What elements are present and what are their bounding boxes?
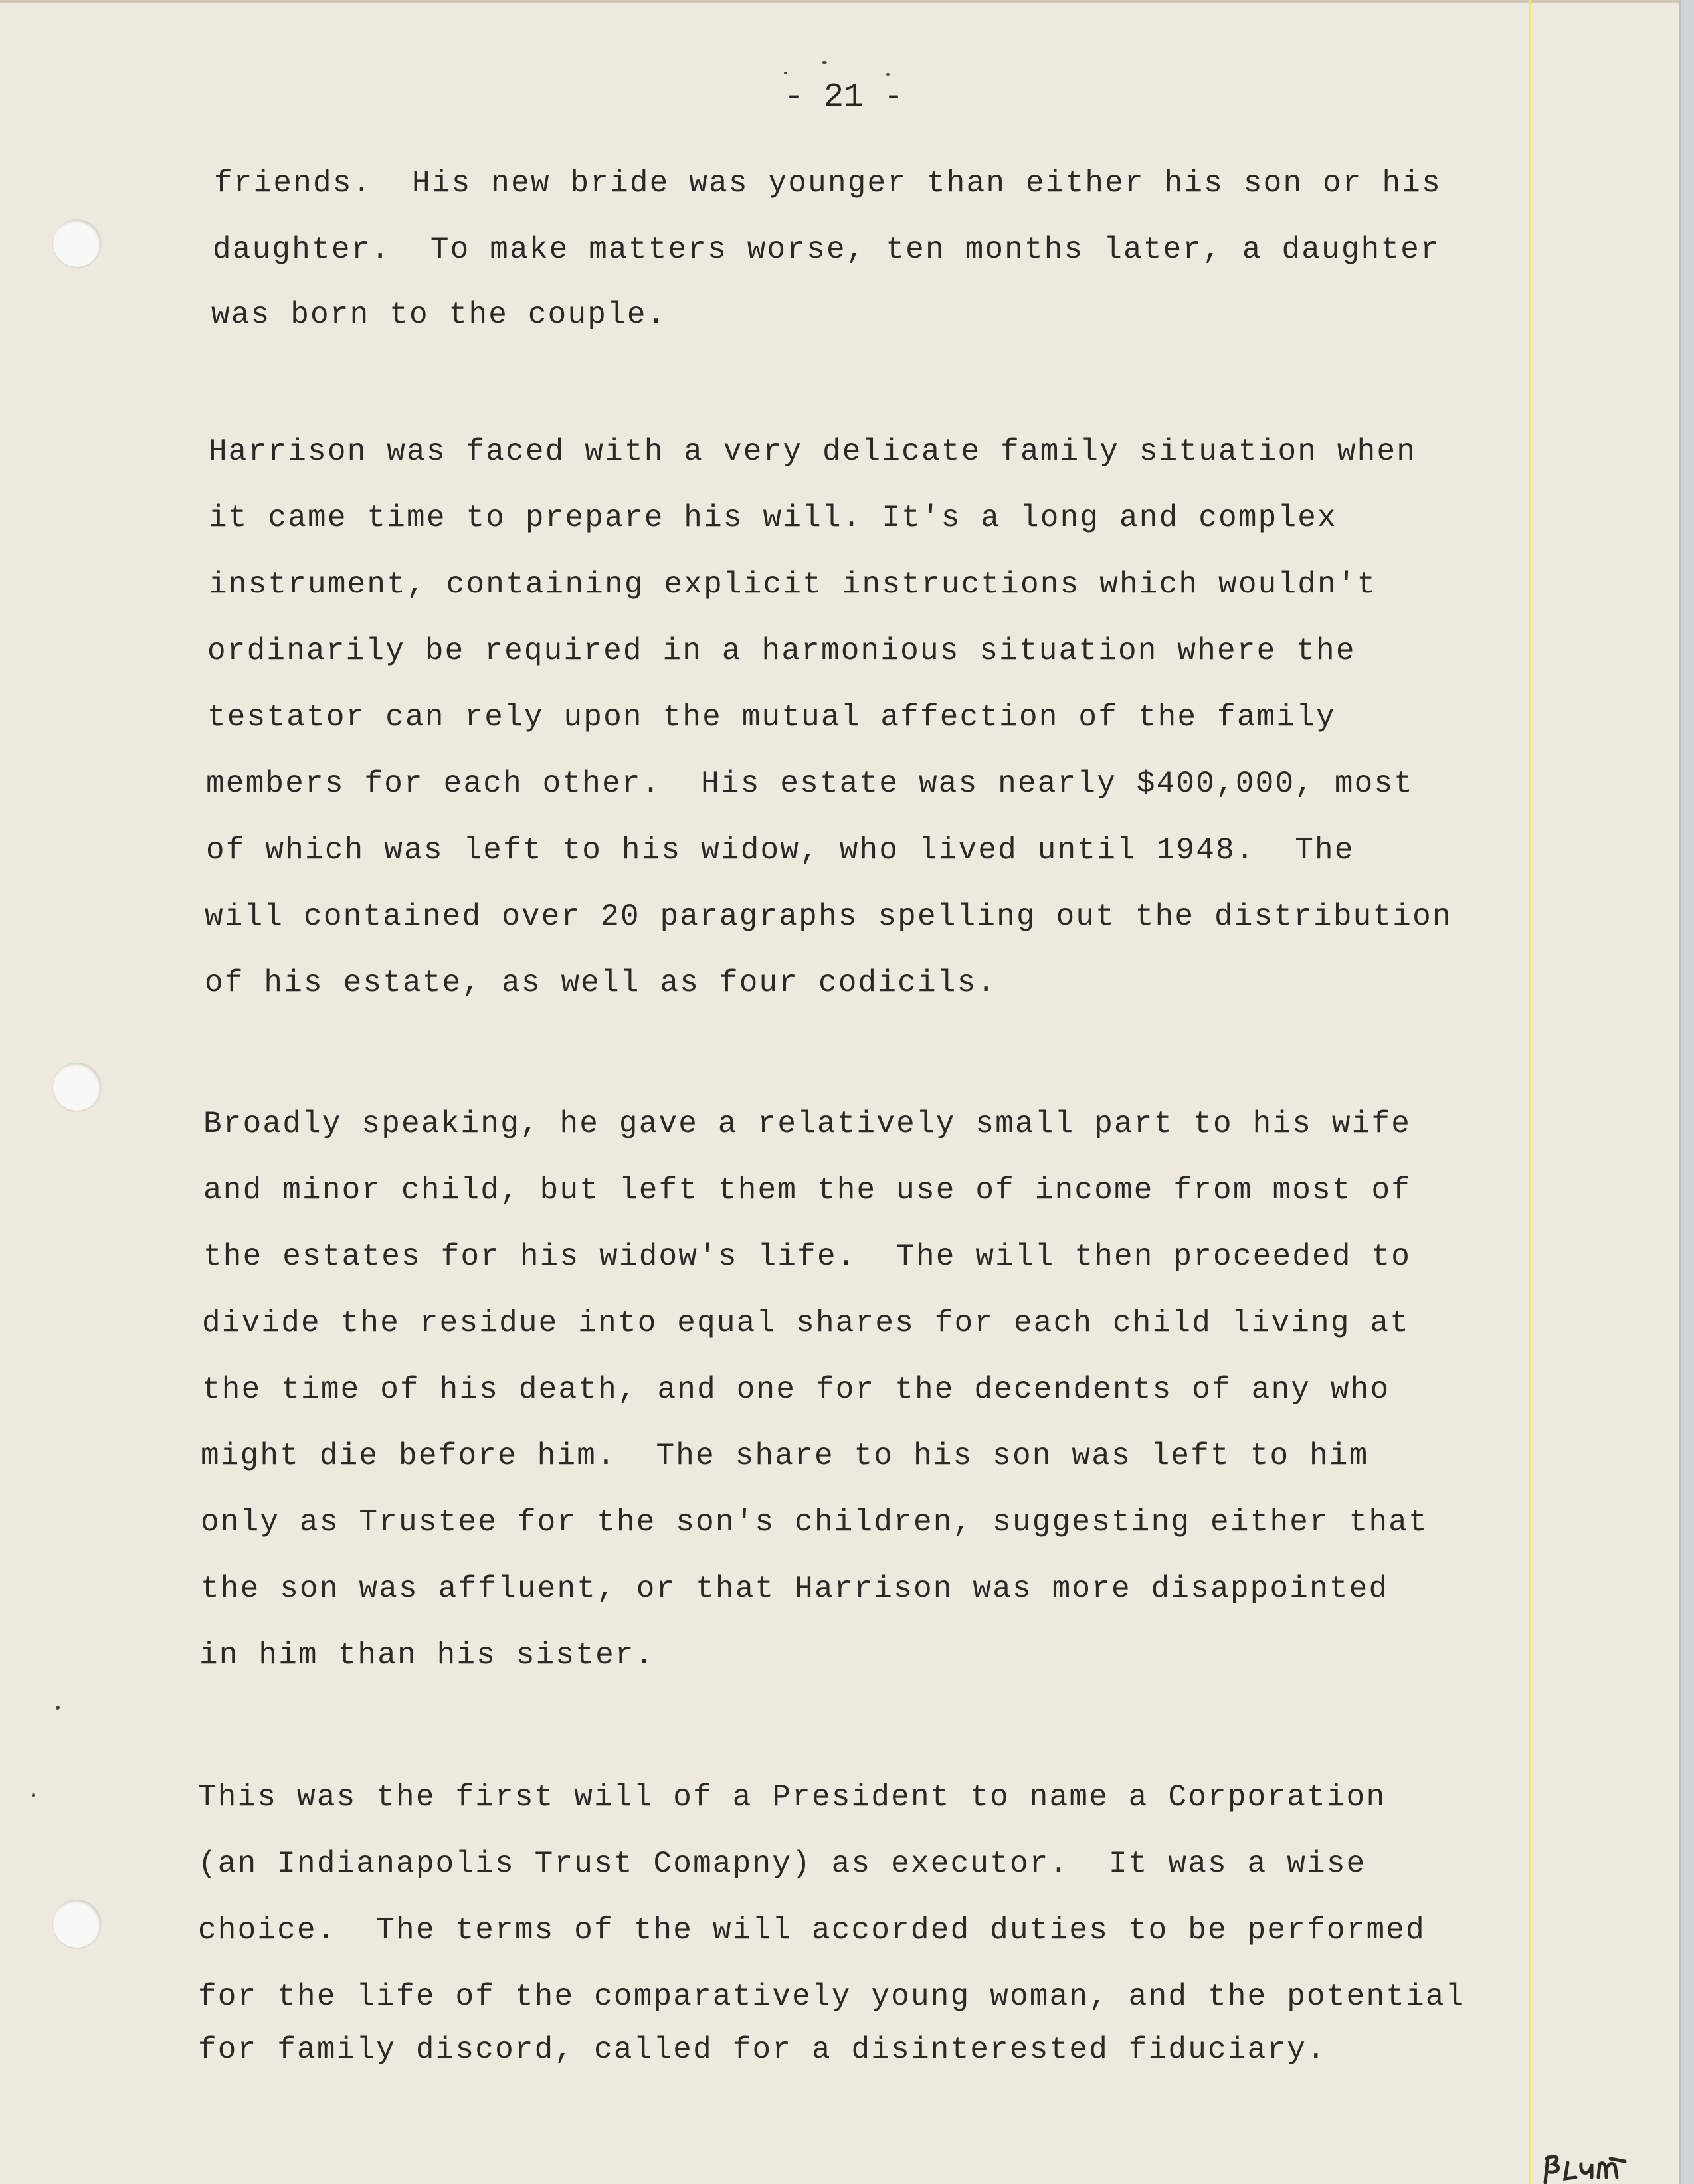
text-line: choice. The terms of the will accorded duties to be performed	[198, 1913, 1426, 1948]
text-line: ordinarily be required in a harmonious situation where the	[207, 634, 1356, 668]
ink-speck	[784, 72, 787, 74]
margin-line	[1529, 0, 1531, 2184]
punch-hole-bottom	[53, 1900, 101, 1948]
scanner-edge	[1679, 0, 1694, 2184]
handwritten-initials	[1541, 2149, 1628, 2184]
ink-speck	[822, 61, 827, 64]
text-line: Harrison was faced with a very delicate family situation when	[209, 434, 1417, 469]
text-line: will contained over 20 paragraphs spelling out the distribution	[205, 899, 1452, 934]
punch-hole-middle	[53, 1063, 101, 1111]
text-line: Broadly speaking, he gave a relatively small part to his wife	[203, 1107, 1412, 1141]
ink-speck	[56, 1706, 60, 1710]
text-line: and minor child, but left them the use of income from most of	[203, 1173, 1412, 1208]
text-line: friends. His new bride was younger than either his son or his	[214, 166, 1442, 201]
text-line: in him than his sister.	[199, 1638, 655, 1673]
text-line: members for each other. His estate was nearly $400,000, most	[206, 767, 1414, 801]
page-top-edge	[0, 0, 1679, 3]
text-line: for family discord, called for a disinterested fiduciary.	[198, 2033, 1327, 2067]
text-line: the son was affluent, or that Harrison was more disappointed	[201, 1572, 1389, 1606]
punch-hole-top	[53, 219, 101, 267]
text-line: divide the residue into equal shares for each child living at	[202, 1306, 1410, 1340]
text-line: it came time to prepare his will. It's a long and complex	[209, 501, 1337, 535]
text-line: (an Indianapolis Trust Comapny) as executor. It was a wise	[198, 1847, 1366, 1881]
text-line: of his estate, as well as four codicils.	[205, 966, 997, 1000]
text-line: of which was left to his widow, who lived until 1948. The	[206, 833, 1355, 867]
text-line: instrument, containing explicit instructions which wouldn't	[209, 567, 1377, 602]
text-line: testator can rely upon the mutual affection of the family	[207, 700, 1336, 735]
ink-speck	[32, 1793, 35, 1797]
text-line: daughter. To make matters worse, ten months later, a daughter	[213, 232, 1440, 267]
text-line: This was the first will of a President to name a Corporation	[198, 1780, 1386, 1815]
text-line: the time of his death, and one for the decendents of any who	[202, 1372, 1390, 1407]
text-line: might die before him. The share to his son was left to him	[201, 1439, 1369, 1473]
text-line: for the life of the comparatively young woman, and the potential	[198, 1979, 1465, 2014]
text-line: the estates for his widow's life. The will then proceeded to	[203, 1239, 1412, 1274]
page-number: - 21 -	[783, 78, 904, 116]
ink-speck	[886, 73, 890, 76]
text-line: was born to the couple.	[211, 298, 667, 332]
text-line: only as Trustee for the son's children, suggesting either that	[201, 1505, 1428, 1540]
